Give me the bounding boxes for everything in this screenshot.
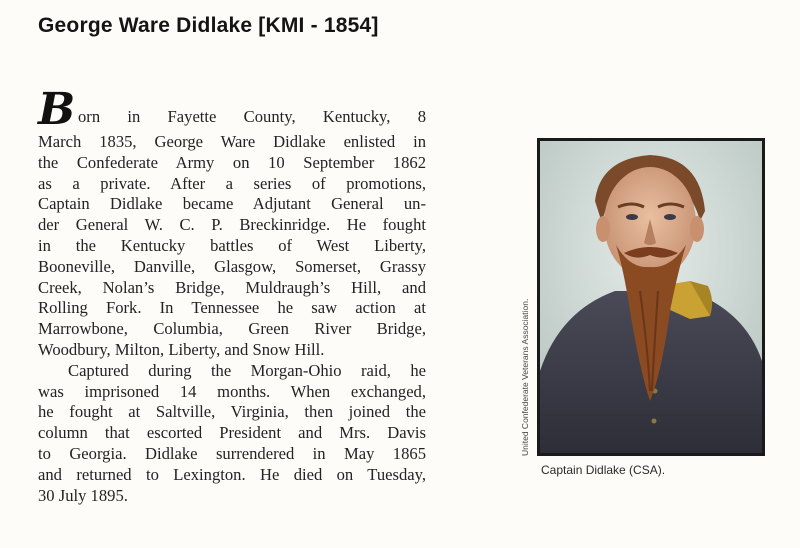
text-line: the Confederate Army on 10 September 1862 [38,152,426,172]
text-line: in the Kentucky battles of West Liberty, [38,235,426,255]
text-line: column that escorted President and Mrs. Davis [38,423,426,443]
text-line: March 1835, George Ware Didlake enlisted in [38,132,426,151]
text-line: Creek, Nolan’s Bridge, Muldraugh’s Hill, and [38,277,426,297]
text-line: Marrowbone, Columbia, Green River Bridge, [38,319,426,339]
portrait-image [540,141,762,453]
text-line: Captured during the Morgan-Ohio raid, he [68,360,426,380]
text-line: 30 July 1895. [38,485,128,505]
text-line: der General W. C. P. Breckinridge. He fought [38,215,426,235]
text-line: as a private. After a series of promotions, [38,173,426,193]
text-line: was imprisoned 14 months. When exchanged, [38,381,426,401]
text-line: Rolling Fork. In Tennessee he saw action at [38,298,426,318]
page-title: George Ware Didlake [KMI - 1854] [38,14,379,37]
photo-caption: Captain Didlake (CSA). [541,463,666,477]
photo-credit: United Confederate Veterans Association. [520,298,530,456]
text-line: he fought at Saltville, Virginia, then joined the [38,402,426,422]
text-line: Booneville, Danville, Glasgow, Somerset, Grassy [38,256,426,276]
biography-text [38,84,426,506]
text-line: to Georgia. Didlake surrendered in May 1865 [38,443,426,463]
text-line: Captain Didlake became Adjutant General un- [38,194,426,214]
text-line: Woodbury, Milton, Liberty, and Snow Hill. [38,339,325,359]
text-line: and returned to Lexington. He died on Tuesday, [38,464,426,484]
first-line-row [38,84,426,135]
drop-cap: B [38,84,76,135]
text-line: orn in Fayette County, Kentucky, 8 [78,107,426,127]
portrait-photo [537,138,765,456]
